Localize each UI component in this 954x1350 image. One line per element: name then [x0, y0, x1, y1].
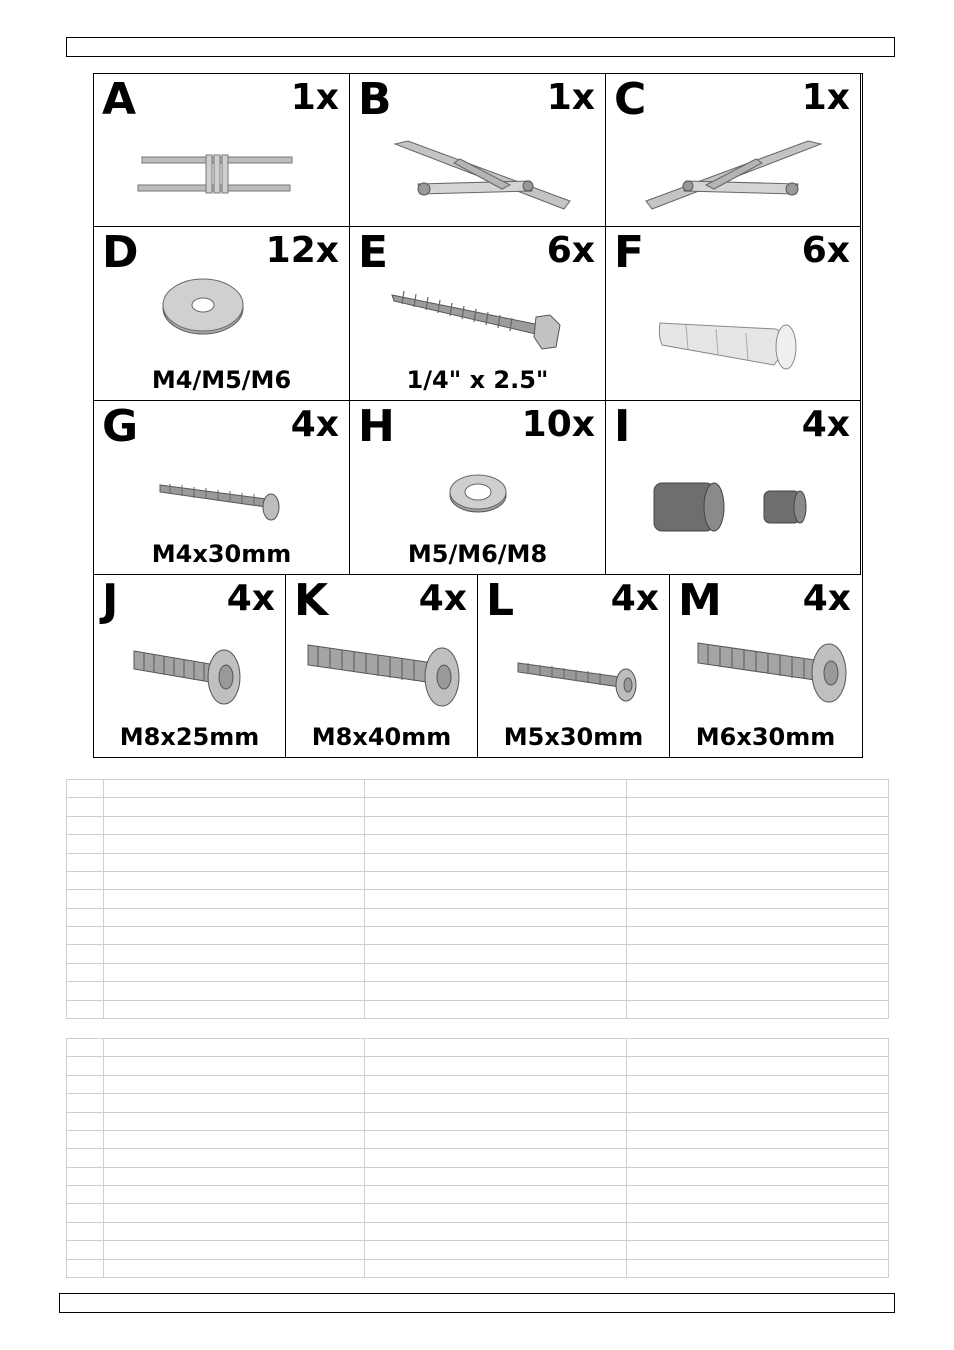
table-cell: [365, 1149, 626, 1167]
table-cell: [365, 1057, 626, 1075]
part-letter: J: [102, 575, 119, 626]
part-cell-f: [606, 227, 861, 401]
table-cell: [103, 1222, 364, 1240]
table-cell: [103, 1130, 364, 1148]
table-row: [67, 945, 889, 963]
table-cell: [67, 1259, 104, 1278]
table-cell: [626, 1167, 888, 1185]
lag-screw-icon: [390, 285, 565, 355]
part-size-label: M8x40mm: [311, 723, 452, 751]
table-cell: [626, 1241, 888, 1259]
part-quantity: 1x: [801, 77, 850, 118]
table-cell: [365, 963, 626, 981]
table-row: [67, 1112, 889, 1130]
table-cell: [103, 1167, 364, 1185]
table-cell: [103, 1204, 364, 1222]
table-cell: [67, 1057, 104, 1075]
spacer-icon: [650, 477, 820, 537]
table-cell: [103, 1094, 364, 1112]
table-cell: [626, 1259, 888, 1278]
part-letter: E: [358, 227, 389, 278]
table-row: [67, 1130, 889, 1148]
table-row: [67, 1039, 889, 1057]
table-cell: [365, 1204, 626, 1222]
table-cell: [103, 1149, 364, 1167]
table-cell: [67, 1000, 104, 1019]
table-cell: [103, 963, 364, 981]
table-cell: [626, 1057, 888, 1075]
bolt-icon: [694, 631, 854, 711]
table-cell: [103, 871, 364, 889]
table-cell: [365, 1241, 626, 1259]
part-quantity: 12x: [265, 230, 339, 271]
table-cell: [365, 1222, 626, 1240]
table-cell: [67, 1167, 104, 1185]
table-cell: [103, 1039, 364, 1057]
table-cell: [365, 853, 626, 871]
table-row: [67, 963, 889, 981]
table-row: [67, 908, 889, 926]
part-letter: D: [102, 227, 139, 278]
table-cell: [365, 1075, 626, 1093]
table-row: [67, 927, 889, 945]
table-cell: [67, 816, 104, 834]
table-cell: [103, 1075, 364, 1093]
table-cell: [67, 1039, 104, 1057]
table-cell: [103, 798, 364, 816]
bolt-icon: [304, 635, 464, 711]
table-row: [67, 1057, 889, 1075]
table-cell: [103, 1259, 364, 1278]
table-row: [67, 780, 889, 798]
table-cell: [626, 1094, 888, 1112]
table-cell: [626, 798, 888, 816]
table-row: [67, 1075, 889, 1093]
part-letter: A: [102, 74, 137, 125]
part-letter: G: [102, 401, 139, 452]
table-cell: [365, 798, 626, 816]
table-cell: [103, 982, 364, 1000]
table-cell: [626, 1149, 888, 1167]
part-quantity: 1x: [546, 77, 595, 118]
table-cell: [67, 1094, 104, 1112]
screw-icon: [516, 655, 642, 705]
part-letter: M: [678, 575, 722, 626]
table-cell: [103, 780, 364, 798]
table-cell: [67, 1130, 104, 1148]
table-cell: [103, 1112, 364, 1130]
table-cell: [365, 1000, 626, 1019]
parts-table-lower: [66, 1038, 889, 1278]
table-cell: [626, 908, 888, 926]
table-row: [67, 1259, 889, 1278]
part-quantity: 6x: [546, 230, 595, 271]
table-cell: [67, 908, 104, 926]
table-cell: [67, 1186, 104, 1204]
table-row: [67, 1204, 889, 1222]
table-cell: [626, 853, 888, 871]
table-cell: [626, 927, 888, 945]
part-cell-m: [670, 575, 861, 757]
table-cell: [67, 853, 104, 871]
part-size-label: M5x30mm: [503, 723, 644, 751]
part-size-label: M5/M6/M8: [407, 540, 548, 568]
table-cell: [67, 1075, 104, 1093]
part-quantity: 10x: [521, 404, 595, 445]
table-cell: [67, 1112, 104, 1130]
part-cell-c: [606, 74, 861, 227]
page-header-box: [66, 37, 895, 57]
table-cell: [67, 963, 104, 981]
part-size-label: M4x30mm: [151, 540, 292, 568]
part-cell-i: [606, 401, 861, 575]
part-letter: F: [614, 227, 645, 278]
table-cell: [103, 908, 364, 926]
table-cell: [626, 1204, 888, 1222]
table-cell: [365, 908, 626, 926]
table-cell: [626, 963, 888, 981]
washer-icon: [446, 471, 510, 515]
table-row: [67, 1094, 889, 1112]
wall-plate-icon: [134, 149, 294, 199]
part-quantity: 4x: [802, 578, 851, 619]
table-cell: [626, 1000, 888, 1019]
part-cell-g: [94, 401, 350, 575]
part-quantity: 1x: [290, 77, 339, 118]
table-row: [67, 816, 889, 834]
table-row: [67, 798, 889, 816]
table-cell: [365, 1186, 626, 1204]
wall-plug-icon: [656, 305, 806, 375]
table-row: [67, 871, 889, 889]
part-letter: I: [614, 401, 631, 452]
parts-table-upper: [66, 779, 889, 1019]
table-cell: [626, 1112, 888, 1130]
table-cell: [626, 1075, 888, 1093]
part-quantity: 4x: [801, 404, 850, 445]
table-cell: [103, 835, 364, 853]
table-cell: [67, 1204, 104, 1222]
table-cell: [103, 1241, 364, 1259]
table-cell: [67, 945, 104, 963]
arm-right-icon: [636, 139, 826, 214]
part-letter: H: [358, 401, 395, 452]
table-cell: [365, 1094, 626, 1112]
table-cell: [365, 927, 626, 945]
part-letter: K: [294, 575, 329, 626]
table-cell: [626, 890, 888, 908]
table-cell: [365, 1130, 626, 1148]
table-cell: [67, 780, 104, 798]
part-cell-l: [478, 575, 670, 757]
table-cell: [67, 927, 104, 945]
part-cell-k: [286, 575, 478, 757]
part-cell-a: [94, 74, 350, 227]
table-cell: [365, 1167, 626, 1185]
table-cell: [626, 871, 888, 889]
part-quantity: 4x: [226, 578, 275, 619]
table-cell: [626, 945, 888, 963]
table-cell: [626, 1130, 888, 1148]
part-quantity: 4x: [418, 578, 467, 619]
table-row: [67, 1186, 889, 1204]
page-footer-box: [59, 1293, 895, 1313]
part-letter: C: [614, 74, 647, 125]
part-quantity: 6x: [801, 230, 850, 271]
table-cell: [626, 1186, 888, 1204]
table-cell: [365, 945, 626, 963]
table-cell: [365, 780, 626, 798]
part-cell-b: [350, 74, 606, 227]
table-cell: [365, 816, 626, 834]
table-cell: [365, 982, 626, 1000]
part-letter: B: [358, 74, 392, 125]
arm-left-icon: [390, 139, 580, 214]
part-cell-d: [94, 227, 350, 401]
table-cell: [103, 945, 364, 963]
part-letter: L: [486, 575, 515, 626]
bolt-icon: [130, 641, 244, 707]
table-cell: [103, 927, 364, 945]
table-row: [67, 1222, 889, 1240]
table-cell: [67, 982, 104, 1000]
table-cell: [626, 1222, 888, 1240]
table-cell: [67, 890, 104, 908]
parts-grid: [93, 73, 863, 758]
table-row: [67, 982, 889, 1000]
table-cell: [626, 982, 888, 1000]
part-quantity: 4x: [610, 578, 659, 619]
table-cell: [67, 835, 104, 853]
table-cell: [365, 835, 626, 853]
table-cell: [103, 1186, 364, 1204]
part-size-label: M8x25mm: [119, 723, 260, 751]
table-cell: [67, 798, 104, 816]
table-cell: [626, 835, 888, 853]
table-row: [67, 1241, 889, 1259]
table-row: [67, 1000, 889, 1019]
table-cell: [103, 1000, 364, 1019]
table-row: [67, 890, 889, 908]
table-cell: [365, 890, 626, 908]
table-row: [67, 1167, 889, 1185]
screw-icon: [158, 477, 282, 525]
table-cell: [365, 1039, 626, 1057]
table-cell: [365, 871, 626, 889]
table-cell: [626, 780, 888, 798]
table-cell: [103, 853, 364, 871]
part-size-label: M4/M5/M6: [151, 366, 292, 394]
table-row: [67, 835, 889, 853]
part-size-label: 1/4" x 2.5": [406, 366, 549, 394]
table-cell: [365, 1259, 626, 1278]
part-cell-j: [94, 575, 286, 757]
part-quantity: 4x: [290, 404, 339, 445]
table-cell: [103, 816, 364, 834]
table-cell: [103, 1057, 364, 1075]
washer-large-icon: [158, 275, 248, 339]
table-cell: [67, 1222, 104, 1240]
table-cell: [365, 1112, 626, 1130]
part-cell-e: [350, 227, 606, 401]
table-row: [67, 1149, 889, 1167]
table-row: [67, 853, 889, 871]
part-cell-h: [350, 401, 606, 575]
table-cell: [67, 1149, 104, 1167]
table-cell: [103, 890, 364, 908]
table-cell: [67, 871, 104, 889]
part-size-label: M6x30mm: [695, 723, 836, 751]
table-cell: [626, 1039, 888, 1057]
table-cell: [67, 1241, 104, 1259]
table-cell: [626, 816, 888, 834]
